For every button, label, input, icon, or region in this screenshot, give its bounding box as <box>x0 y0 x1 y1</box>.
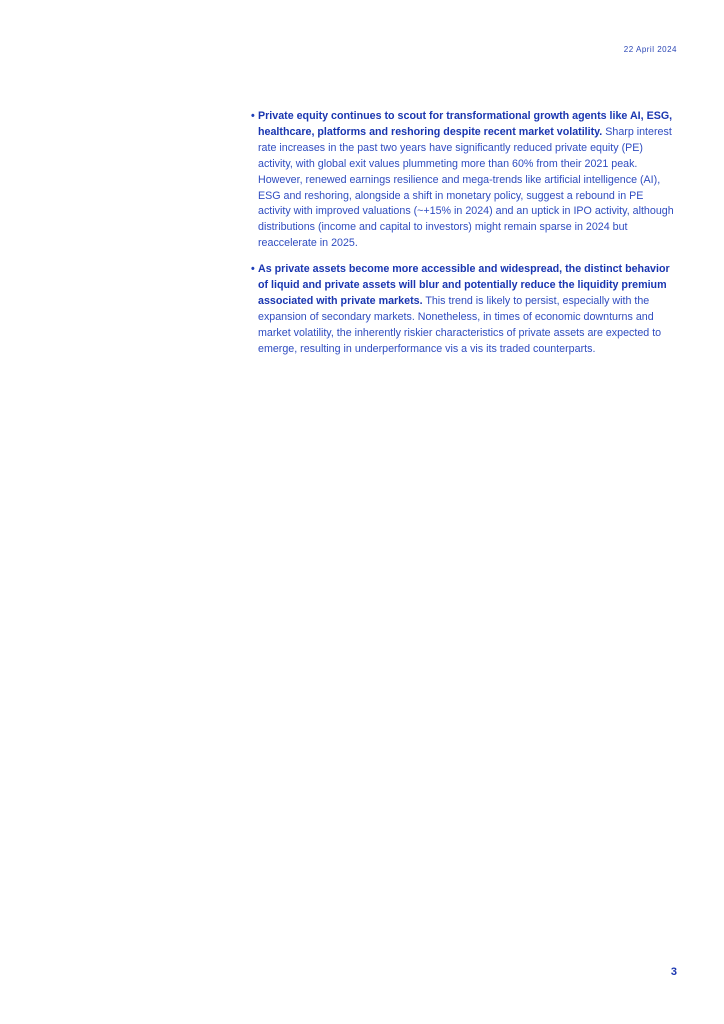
bullet-body-text: Sharp interest rate increases in the past two years have significantly reduced private equity (PE) activity, with global exit values plummeting more than 60% from their 2021 peak. However, renewed earnings resilience and mega-trends like artificial intelligence (AI), ESG and reshoring, alongside a shift in monetary policy, suggest a rebound in PE activity with improved valuations (~+15% in 2024) and an uptick in IPO activity, although distributions (income and capital to investors) might remain sparse in 2024 but reaccelerate in 2025. <box>258 125 674 250</box>
bullet-lead-text: Private equity continues to scout for transformational growth agents like AI, ESG, healthcare, platforms and reshoring despite recent market volatility. <box>258 110 673 138</box>
bullet-marker: • <box>251 263 255 276</box>
bullet-body-text: This trend is likely to persist, especially with the expansion of secondary markets. Nonetheless, in times of economic downturns and market volatility, the inherently riskier characteristics of private assets are expected to emerge, resulting in underperformance vis a vis its traded counterparts. <box>258 294 662 355</box>
bullet-item-private-assets <box>251 262 676 357</box>
page-number: 3 <box>670 966 677 978</box>
bullet-marker: • <box>251 110 255 122</box>
bullet-list <box>251 109 676 368</box>
bullet-item-private-equity <box>251 109 676 252</box>
header-date: 22 April 2024 <box>623 45 677 54</box>
bullet-lead-text: As private assets become more accessible and widespread, the distinct behavior of liquid and private assets will blur and potentially reduce the liquidity premium associated with private markets. <box>258 263 670 307</box>
